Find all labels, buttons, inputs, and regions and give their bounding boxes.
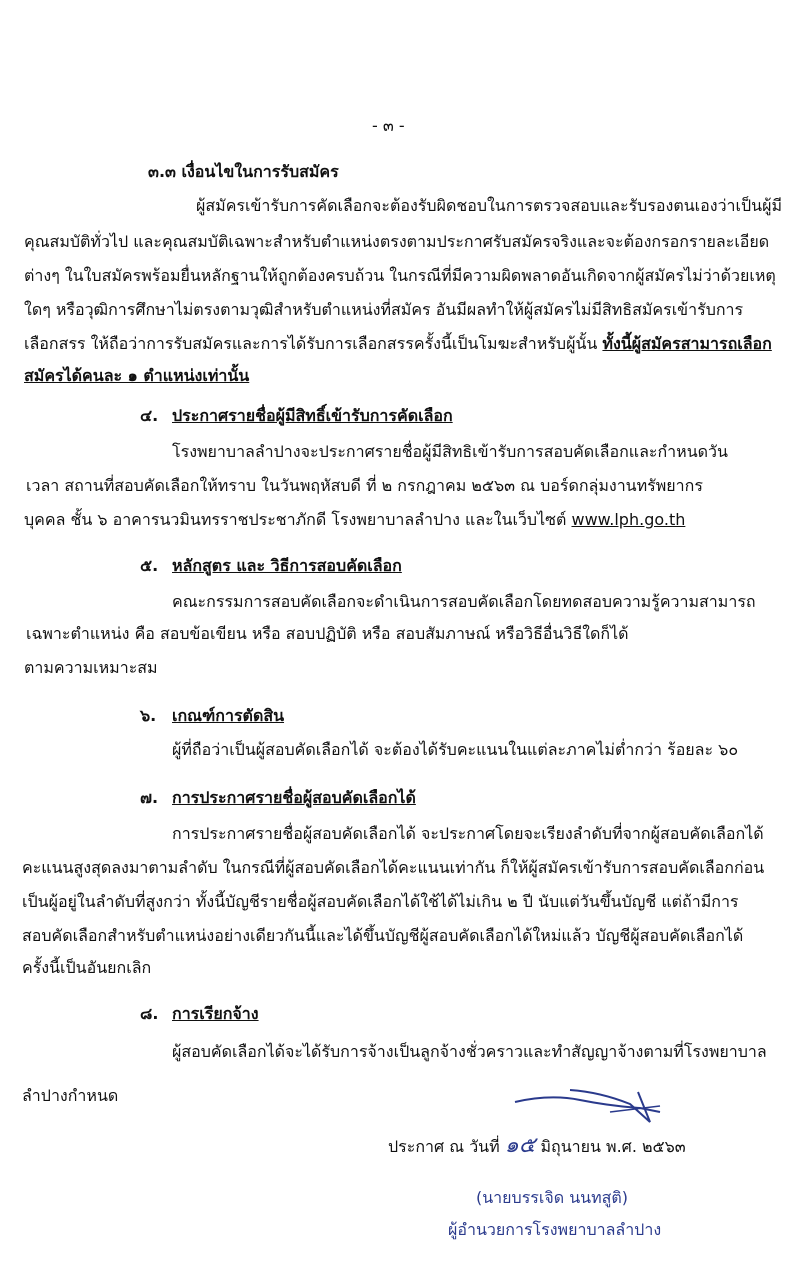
section-8-line-1: ผู้สอบคัดเลือกได้จะได้รับการจ้างเป็นลูกจ้างชั่วคราวและทำสัญญาจ้างตามที่โรงพยาบาล [172,1042,767,1061]
signatory-name: (นายบรรเจิด นนทสูติ) [476,1188,629,1207]
section-7-number: ๗. [140,788,159,807]
section-7-line-1: การประกาศรายชื่อผู้สอบคัดเลือกได้ จะประกาศโดยจะเรียงลำดับที่จากผู้สอบคัดเลือกได้ [172,824,764,843]
section-6-heading: เกณฑ์การตัดสิน [172,706,285,725]
section-8-number: ๘. [140,1004,159,1023]
section-6-number: ๖. [140,706,157,725]
announcement-suffix: มิถุนายน พ.ศ. ๒๕๖๓ [540,1137,686,1156]
section-8-line-2: ลำปางกำหนด [22,1086,119,1105]
section-7-line-5: ครั้งนี้เป็นอันยกเลิก [22,958,152,977]
section-5-line-1: คณะกรรมการสอบคัดเลือกจะดำเนินการสอบคัดเลือกโดยทดสอบความรู้ความสามารถ [172,592,756,611]
section-7-line-2: คะแนนสูงสุดลงมาตามลำดับ ในกรณีที่ผู้สอบคัดเลือกได้คะแนนเท่ากัน ก็ให้ผู้สมัครเข้ารับการสอบคัดเลือกก่อน [22,858,765,877]
announcement-prefix: ประกาศ ณ วันที่ [388,1137,500,1156]
section-7-line-3: เป็นผู้อยู่ในลำดับที่สูงกว่า ทั้งนี้บัญชีรายชื่อผู้สอบคัดเลือกได้ใช้ได้ไม่เกิน ๒ ปี นับแต่วันขึ้นบัญชี แต่ถ้ามีการ [22,892,739,911]
section-3-3-line-5-text: เลือกสรร ให้ถือว่าการรับสมัครและการได้รับการเลือกสรรครั้งนี้เป็นโมฆะสำหรับผู้นั้น [24,334,598,353]
section-4-line-2: เวลา สถานที่สอบคัดเลือกให้ทราบ ในวันพฤหัสบดี ที่ ๒ กรกฎาคม ๒๕๖๓ ณ บอร์ดกลุ่มงานทรัพยากร [26,476,703,495]
signature-icon [510,1082,670,1132]
section-3-3-line-2: คุณสมบัติทั่วไป และคุณสมบัติเฉพาะสำหรับตำแหน่งตรงตามประกาศรับสมัครจริงและจะต้องกรอกรายละเอียด [24,232,770,251]
section-3-3-heading: ๓.๓ เงื่อนไขในการรับสมัคร [148,162,339,181]
section-3-3-line-3: ต่างๆ ในใบสมัครพร้อมยื่นหลักฐานให้ถูกต้องครบถ้วน ในกรณีที่มีความผิดพลาดอันเกิดจากผู้สมัครไม่ว่าด้วยเหตุ [24,266,776,285]
page-number: - ๓ - [372,116,405,135]
section-6-line-1: ผู้ที่ถือว่าเป็นผู้สอบคัดเลือกได้ จะต้องได้รับคะแนนในแต่ละภาคไม่ต่ำกว่า ร้อยละ ๖๐ [172,740,739,759]
section-3-3-emphasis-1: ทั้งนี้ผู้สมัครสามารถเลือก [602,334,772,353]
section-7-line-4: สอบคัดเลือกสำหรับตำแหน่งอย่างเดียวกันนี้และได้ขึ้นบัญชีผู้สอบคัดเลือกได้ใหม่แล้ว บัญชีผู้สอบคัดเลือกได้ [22,926,744,945]
signatory-title: ผู้อำนวยการโรงพยาบาลลำปาง [448,1220,662,1239]
section-3-3-line-5 [24,332,772,356]
section-5-heading: หลักสูตร และ วิธีการสอบคัดเลือก [172,556,402,575]
section-5-line-2: เฉพาะตำแหน่ง คือ สอบข้อเขียน หรือ สอบปฏิบัติ หรือ สอบสัมภาษณ์ หรือวิธีอื่นวิธีใดก็ได้ [26,624,629,643]
section-7-heading: การประกาศรายชื่อผู้สอบคัดเลือกได้ [172,788,416,807]
section-4-heading: ประกาศรายชื่อผู้มีสิทธิ์เข้ารับการคัดเลือก [172,406,453,425]
section-4-line-3-text: บุคคล ชั้น ๖ อาคารนวมินทรราชประชาภักดี โรงพยาบาลลำปาง และในเว็บไซต์ [24,510,567,529]
section-5-number: ๕. [140,556,159,575]
section-8-heading: การเรียกจ้าง [172,1004,259,1023]
website-link[interactable]: www.lph.go.th [571,510,686,529]
section-5-line-3: ตามความเหมาะสม [24,658,158,677]
announcement-day: ๑๕ [504,1133,536,1158]
section-4-line-1: โรงพยาบาลลำปางจะประกาศรายชื่อผู้มีสิทธิเข้ารับการสอบคัดเลือกและกำหนดวัน [172,442,728,461]
announcement-date [388,1134,686,1159]
section-3-3-line-4: ใดๆ หรือวุฒิการศึกษาไม่ตรงตามวุฒิสำหรับตำแหน่งที่สมัคร อันมีผลทำให้ผู้สมัครไม่มีสิทธิสมัครเข้ารับการ [24,300,744,319]
section-4-number: ๔. [140,406,159,425]
section-3-3-line-1: ผู้สมัครเข้ารับการคัดเลือกจะต้องรับผิดชอบในการตรวจสอบและรับรองตนเองว่าเป็นผู้มี [196,196,783,215]
section-3-3-emphasis-2: สมัครได้คนละ ๑ ตำแหน่งเท่านั้น [24,366,250,385]
section-4-line-3 [24,508,685,532]
